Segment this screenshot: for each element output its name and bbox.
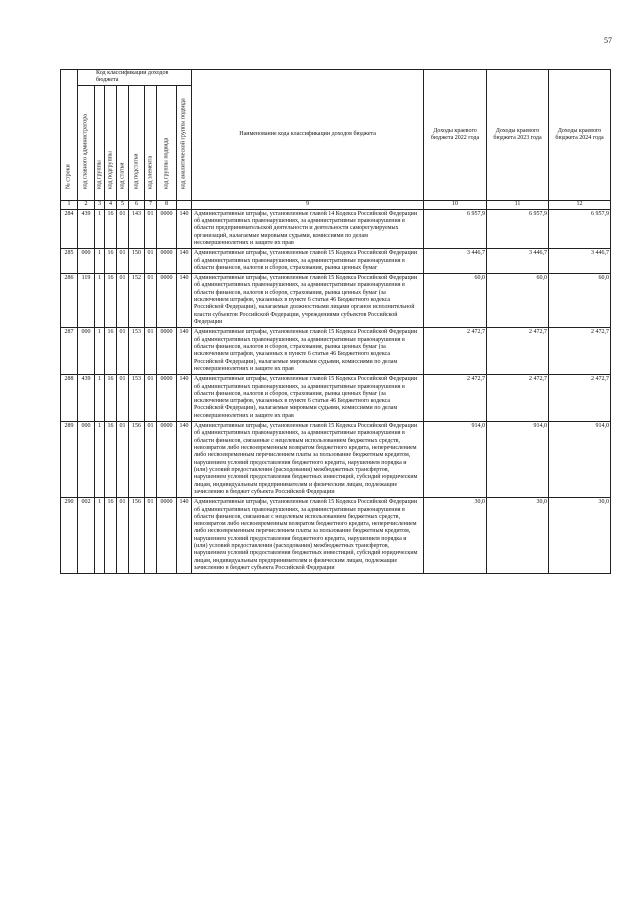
- row-number-header: № строки: [61, 70, 78, 201]
- group-code: 1: [95, 375, 105, 422]
- amount-2024: 2 472,7: [549, 375, 611, 422]
- column-number: 3: [95, 200, 105, 209]
- element-code: 01: [145, 498, 157, 574]
- subarticle-code: 150: [129, 249, 145, 274]
- row-number: 285: [61, 249, 78, 274]
- income-name: Административные штрафы, установленные главой 14 Кодекса Российской Федерации об административных правонарушениях, за административные правонарушения в области предпринимательской деятельности и деятельности саморегулируемых организаций, налагаемые мировыми судьями, комиссиями по делам несовершеннолетних и защите их прав: [192, 209, 424, 249]
- amount-2023-header: Доходы краевого бюджета 2023 года: [487, 70, 549, 201]
- table-header: [61, 70, 611, 210]
- element-code: 01: [145, 249, 157, 274]
- analytic-code: 140: [177, 249, 192, 274]
- subtype-code: 0000: [157, 328, 177, 375]
- row-number: 287: [61, 328, 78, 375]
- amount-2023: 6 957,9: [487, 209, 549, 249]
- amount-2024: 2 472,7: [549, 328, 611, 375]
- name-column-header: Наименование кода классификации доходов бюджета: [192, 70, 424, 201]
- table-row: [61, 328, 611, 375]
- element-code: 01: [145, 328, 157, 375]
- subtype-code: 0000: [157, 498, 177, 574]
- subarticle-code: 156: [129, 498, 145, 574]
- subarticle-code: 156: [129, 422, 145, 498]
- revenue-table: [60, 69, 611, 574]
- article-code: 01: [117, 498, 129, 574]
- amount-2023: 60,0: [487, 274, 549, 328]
- group-code: 1: [95, 274, 105, 328]
- row-number: 289: [61, 422, 78, 498]
- code-col-element-header: код элемента: [145, 85, 157, 200]
- amount-2023: 2 472,7: [487, 375, 549, 422]
- income-name: Административные штрафы, установленные главой 15 Кодекса Российской Федерации об административных правонарушениях, за административные правонарушения в области финансов, связанные с нецелевым использованием бюджетных средств, невозвратом либо несвоевременным возвратом бюджетного кредита, неперечислением либо несвоевременным перечислением платы за пользование бюджетным кредитом, нарушением условий предоставления бюджетного кредита, нарушением порядка и (или) условий предоставления (расходования) межбюджетных трансфертов, нарушением условий предоставления бюджетных инвестиций, субсидий юридическим лицам, индивидуальным предпринимателям и физическим лицам, подлежащие зачислению в бюджет субъекта Российской Федерации: [192, 498, 424, 574]
- analytic-code: 140: [177, 274, 192, 328]
- admin-code: 439: [78, 375, 95, 422]
- table-row: [61, 375, 611, 422]
- income-name: Административные штрафы, установленные главой 15 Кодекса Российской Федерации об административных правонарушениях, за административные правонарушения в области финансов, налогов и сборов, страхования, рынка ценных бумаг (за исключением штрафов, указанных в пункте 6 статьи 46 Бюджетного кодекса Российской Федерации), налагаемые мировыми судьями, комиссиями по делам несовершеннолетних и защите их прав: [192, 375, 424, 422]
- subtype-code: 0000: [157, 375, 177, 422]
- code-col-subtype-header: код группы подвида: [157, 85, 177, 200]
- table-row: [61, 422, 611, 498]
- subgroup-code: 16: [105, 422, 117, 498]
- table-row: [61, 274, 611, 328]
- amount-2022: 30,0: [424, 498, 487, 574]
- analytic-code: 140: [177, 328, 192, 375]
- column-number: 6: [129, 200, 145, 209]
- row-number: 290: [61, 498, 78, 574]
- subarticle-code: 152: [129, 274, 145, 328]
- group-code: 1: [95, 328, 105, 375]
- amount-2024: 3 446,7: [549, 249, 611, 274]
- article-code: 01: [117, 328, 129, 375]
- column-number: 11: [487, 200, 549, 209]
- column-number: 1: [61, 200, 78, 209]
- element-code: 01: [145, 209, 157, 249]
- table-row: [61, 209, 611, 249]
- amount-2022: 3 446,7: [424, 249, 487, 274]
- subgroup-code: 16: [105, 274, 117, 328]
- admin-code: 000: [78, 249, 95, 274]
- amount-2022: 60,0: [424, 274, 487, 328]
- group-code: 1: [95, 498, 105, 574]
- admin-code: 439: [78, 209, 95, 249]
- column-number: 5: [117, 200, 129, 209]
- amount-2022: 2 472,7: [424, 375, 487, 422]
- element-code: 01: [145, 422, 157, 498]
- subgroup-code: 16: [105, 209, 117, 249]
- amount-2022-header: Доходы краевого бюджета 2022 года: [424, 70, 487, 201]
- income-name: Административные штрафы, установленные главой 15 Кодекса Российской Федерации об административных правонарушениях, за административные правонарушения в области финансов, связанные с нецелевым использованием бюджетных средств, невозвратом либо несвоевременным возвратом бюджетного кредита, неперечислением либо несвоевременным перечислением платы за пользование бюджетным кредитом, нарушением условий предоставления бюджетного кредита, нарушением порядка и (или) условий предоставления (расходования) межбюджетных трансфертов, нарушением условий предоставления бюджетных инвестиций, субсидий юридическим лицам, индивидуальным предпринимателям и физическим лицам, подлежащие зачислению в бюджет субъекта Российской Федерации: [192, 422, 424, 498]
- article-code: 01: [117, 209, 129, 249]
- subarticle-code: 143: [129, 209, 145, 249]
- income-name: Административные штрафы, установленные главой 15 Кодекса Российской Федерации об административных правонарушениях, за административные правонарушения в области финансов, налогов и сборов, страхования, рынка ценных бумаг (за исключением штрафов, указанных в пункте 6 статьи 46 Бюджетного кодекса Российской Федерации), налагаемые должностными лицами органов исполнительной власти субъектов Российской Федерации, учреждениями субъектов Российской Федерации: [192, 274, 424, 328]
- amount-2023: 914,0: [487, 422, 549, 498]
- subarticle-code: 153: [129, 375, 145, 422]
- income-name: Административные штрафы, установленные главой 15 Кодекса Российской Федерации об административных правонарушениях, за административные правонарушения в области финансов, налогов и сборов, страхования, рынка ценных бумаг (за исключением штрафов, указанных в пункте 6 статьи 46 Бюджетного кодекса Российской Федерации), налагаемые мировыми судьями, комиссиями по делам несовершеннолетних и защите их прав: [192, 328, 424, 375]
- subgroup-code: 16: [105, 249, 117, 274]
- subgroup-code: 16: [105, 328, 117, 375]
- group-code: 1: [95, 209, 105, 249]
- code-col-admin-header: код главного администратора: [78, 85, 95, 200]
- table-row: [61, 498, 611, 574]
- classification-code-header: Код классификации доходов бюджета: [78, 70, 192, 86]
- column-number: 12: [549, 200, 611, 209]
- table-body: [61, 209, 611, 574]
- amount-2023: 2 472,7: [487, 328, 549, 375]
- row-number: 288: [61, 375, 78, 422]
- subarticle-code: 153: [129, 328, 145, 375]
- row-number: 284: [61, 209, 78, 249]
- article-code: 01: [117, 422, 129, 498]
- amount-2022: 2 472,7: [424, 328, 487, 375]
- page-number: 57: [604, 36, 612, 45]
- amount-2024: 914,0: [549, 422, 611, 498]
- element-code: 01: [145, 375, 157, 422]
- column-number: 4: [105, 200, 117, 209]
- column-numbers-row: [61, 200, 611, 209]
- code-col-article-header: код статьи: [117, 85, 129, 200]
- analytic-code: 140: [177, 422, 192, 498]
- subtype-code: 0000: [157, 209, 177, 249]
- subtype-code: 0000: [157, 422, 177, 498]
- amount-2024: 30,0: [549, 498, 611, 574]
- analytic-code: 140: [177, 498, 192, 574]
- column-number: 9: [192, 200, 424, 209]
- article-code: 01: [117, 274, 129, 328]
- admin-code: 000: [78, 422, 95, 498]
- element-code: 01: [145, 274, 157, 328]
- amount-2023: 30,0: [487, 498, 549, 574]
- row-number: 286: [61, 274, 78, 328]
- code-col-subarticle-header: код подстатьи: [129, 85, 145, 200]
- subgroup-code: 16: [105, 375, 117, 422]
- income-name: Административные штрафы, установленные главой 15 Кодекса Российской Федерации об административных правонарушениях, за административные правонарушения в области финансов, налогов и сборов, страхования, рынка ценных бумаг: [192, 249, 424, 274]
- subtype-code: 0000: [157, 274, 177, 328]
- admin-code: 119: [78, 274, 95, 328]
- column-number: 10: [424, 200, 487, 209]
- code-col-group-header: код группы: [95, 85, 105, 200]
- amount-2024-header: Доходы краевого бюджета 2024 года: [549, 70, 611, 201]
- amount-2024: 6 957,9: [549, 209, 611, 249]
- table-row: [61, 249, 611, 274]
- admin-code: 000: [78, 328, 95, 375]
- subtype-code: 0000: [157, 249, 177, 274]
- column-number: 7: [145, 200, 157, 209]
- code-col-subgroup-header: код подгруппы: [105, 85, 117, 200]
- column-number: 8: [157, 200, 177, 209]
- column-number: 2: [78, 200, 95, 209]
- admin-code: 002: [78, 498, 95, 574]
- amount-2023: 3 446,7: [487, 249, 549, 274]
- analytic-code: 140: [177, 209, 192, 249]
- group-code: 1: [95, 249, 105, 274]
- group-code: 1: [95, 422, 105, 498]
- article-code: 01: [117, 249, 129, 274]
- amount-2022: 914,0: [424, 422, 487, 498]
- article-code: 01: [117, 375, 129, 422]
- amount-2022: 6 957,9: [424, 209, 487, 249]
- subgroup-code: 16: [105, 498, 117, 574]
- code-col-analytic-header: код аналитической группы подвида: [177, 85, 192, 200]
- amount-2024: 60,0: [549, 274, 611, 328]
- analytic-code: 140: [177, 375, 192, 422]
